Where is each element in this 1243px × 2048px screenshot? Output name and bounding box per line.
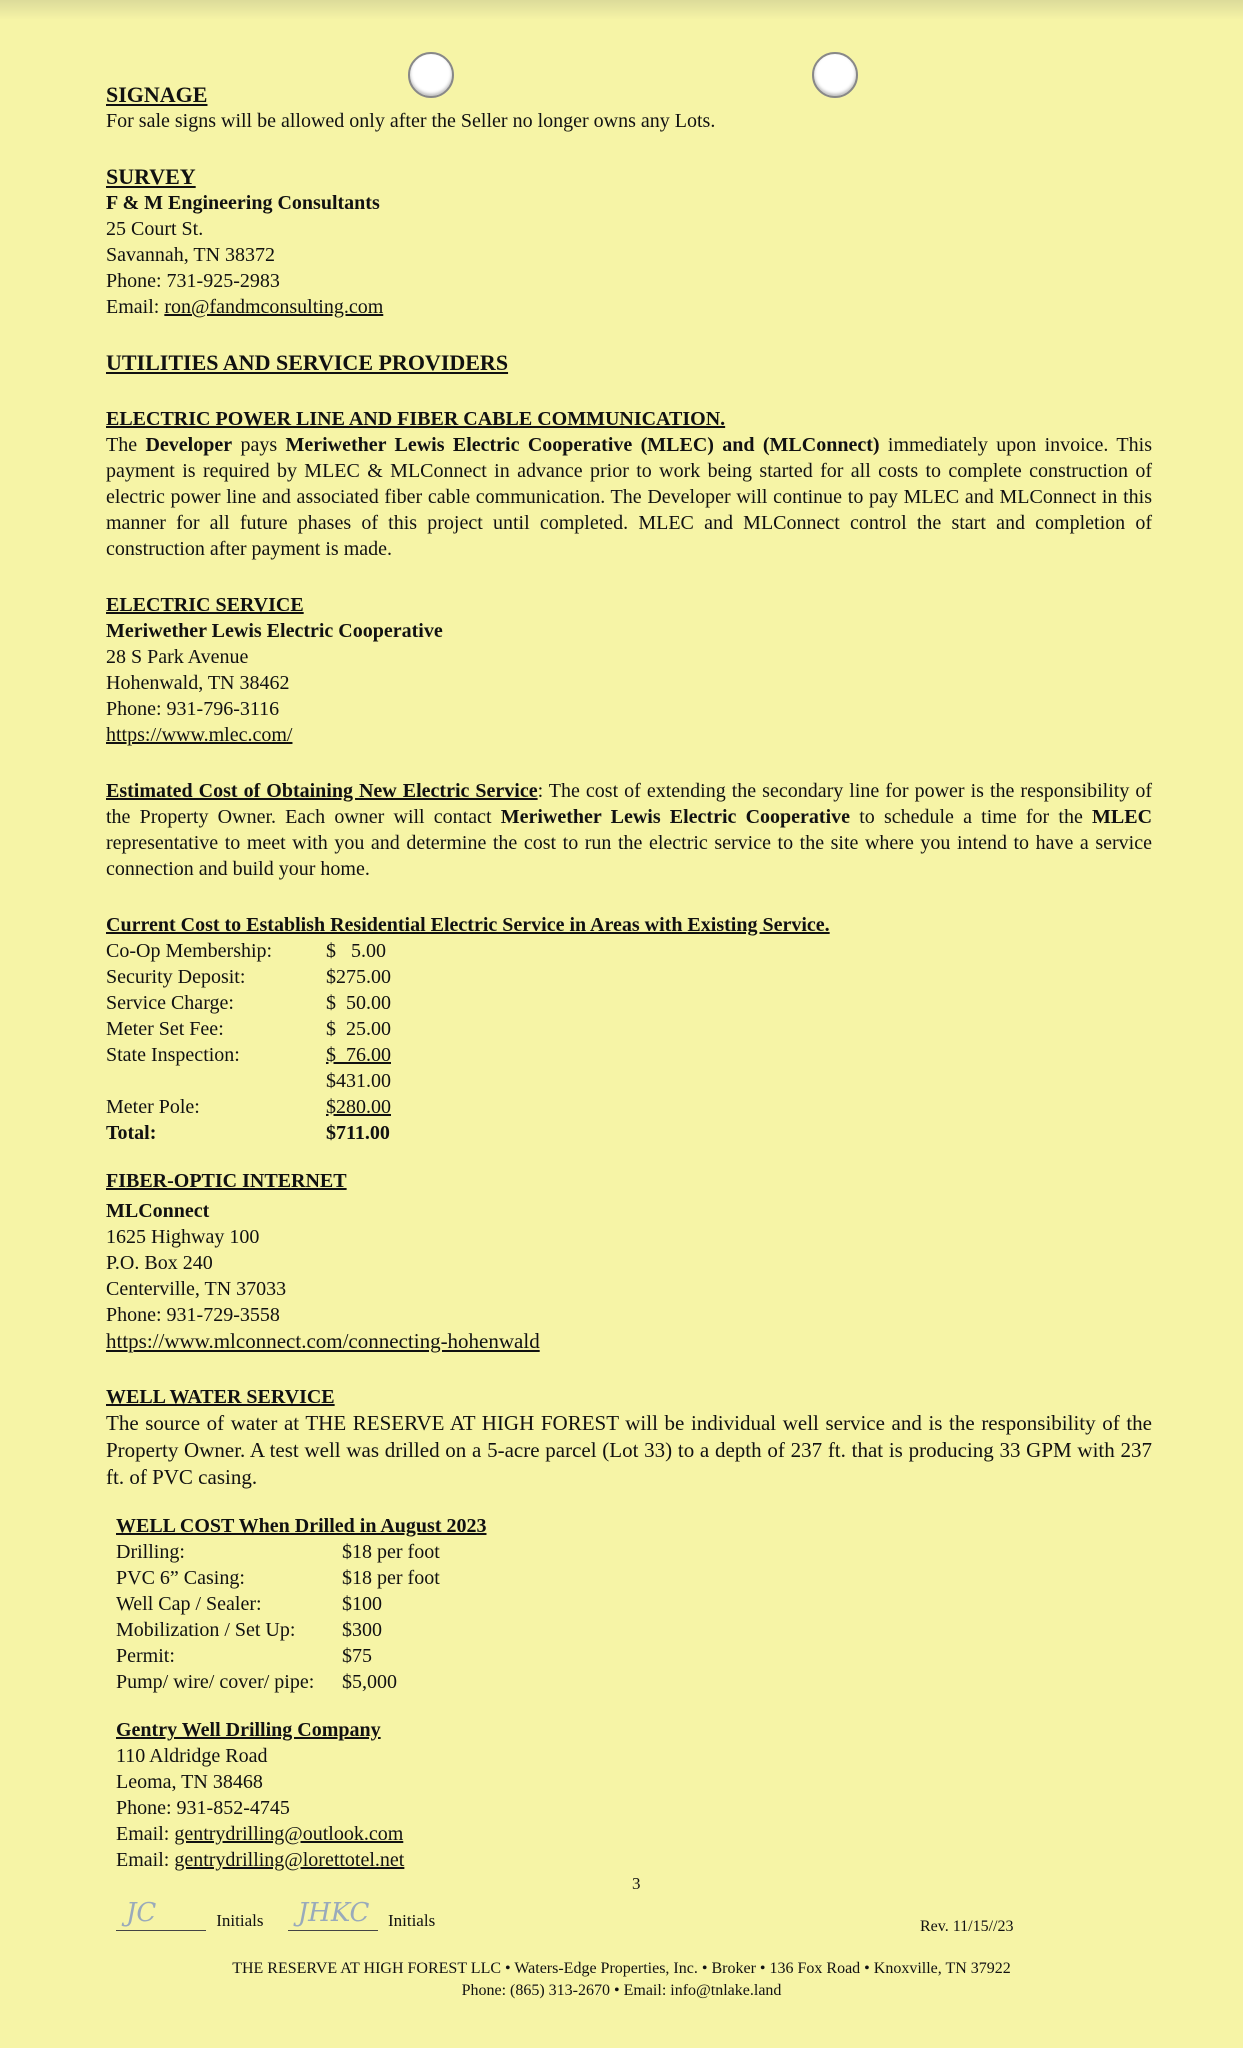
cost-row: $431.00 [326, 1070, 391, 1092]
gentry-email1-link[interactable]: gentrydrilling@outlook.com [174, 1823, 404, 1845]
gentry-address2: Leoma, TN 38468 [116, 1771, 263, 1793]
fiber-address2: P.O. Box 240 [106, 1252, 213, 1274]
well-cost-table [116, 1539, 1152, 1695]
survey-email-link[interactable]: ron@fandmconsulting.com [164, 296, 384, 318]
current-cost-heading: Current Cost to Establish Residential Electric Service in Areas with Existing Service. [106, 914, 830, 936]
gentry-phone: Phone: 931-852-4745 [116, 1797, 290, 1819]
electric-service-heading: ELECTRIC SERVICE [106, 594, 304, 616]
cost-row: Co-Op Membership: $ 5.00 [106, 940, 386, 962]
footer-line-1: THE RESERVE AT HIGH FOREST LLC • Waters-Edge Properties, Inc. • Broker • 136 Fox Road • Knoxville, TN 37922 [232, 1960, 1011, 1977]
electric-service-address1: 28 S Park Avenue [106, 646, 249, 668]
survey-address1: 25 Court St. [106, 218, 204, 240]
revision-date: Rev. 11/15//23 [920, 1918, 1014, 1935]
utilities-heading: UTILITIES AND SERVICE PROVIDERS [106, 350, 509, 375]
electric-service-address2: Hohenwald, TN 38462 [106, 672, 290, 694]
well-water-paragraph: The source of water at THE RESERVE AT HIGH FOREST will be individual well service and is the responsibility of the Property Owner. A test well was drilled on a 5-acre parcel (Lot 33) to a depth of 237 ft. that is producing 33 GPM with 237 ft. of PVC casing. [106, 1411, 1152, 1489]
cost-row: Service Charge: $ 50.00 [106, 992, 391, 1014]
survey-email-line [106, 294, 1152, 320]
power-line-heading: ELECTRIC POWER LINE AND FIBER CABLE COMMUNICATION. [106, 408, 726, 430]
gentry-email1-line: Email: gentrydrilling@outlook.com [116, 1823, 404, 1845]
cost-row: Meter Pole: $280.00 [106, 1096, 391, 1118]
well-cost-row: Permit: $75 [116, 1645, 372, 1667]
cost-row: State Inspection: $ 76.00 [106, 1044, 391, 1066]
cost-total-row: Total: $711.00 [106, 1122, 390, 1144]
initials-label-1: Initials [216, 1911, 264, 1930]
electric-service-company: Meriwether Lewis Electric Cooperative [106, 620, 443, 642]
fiber-address1: 1625 Highway 100 [106, 1226, 260, 1248]
signage-text: For sale signs will be allowed only after the Seller no longer owns any Lots. [106, 110, 716, 132]
cost-row: Security Deposit: $275.00 [106, 966, 391, 988]
well-water-heading: WELL WATER SERVICE [106, 1386, 335, 1408]
estimated-cost-paragraph: Estimated Cost of Obtaining New Electric Service: The cost of extending the secondary line for power is the responsibility of the Property Owner. Each owner will contact Meriwether Lewis Electric Cooperative to schedule a time for the MLEC representative to meet with you and determine the cost to run the electric service to the site where you intend to have a service connection and build your home. [106, 780, 1153, 880]
survey-heading: SURVEY [106, 164, 196, 189]
well-cost-row: Mobilization / Set Up: $300 [116, 1619, 382, 1641]
well-cost-row: Drilling: $18 per foot [116, 1541, 440, 1563]
initial-mark-1: JC [116, 1908, 206, 1931]
fiber-phone: Phone: 931-729-3558 [106, 1304, 280, 1326]
power-line-paragraph: The Developer pays Meriwether Lewis Electric Cooperative (MLEC) and (MLConnect) immediately upon invoice. This payment is required by MLEC & MLConnect in advance prior to work being started for all costs to complete construction of electric power line and associated fiber cable communication. The Developer will continue to pay MLEC and MLConnect in this manner for all future phases of this project until completed. MLEC and MLConnect control the start and completion of construction after payment is made. [106, 434, 1152, 560]
gentry-address1: 110 Aldridge Road [116, 1745, 268, 1767]
well-cost-row: PVC 6” Casing: $18 per foot [116, 1567, 440, 1589]
survey-email-label: Email: [106, 296, 165, 318]
fiber-link[interactable]: https://www.mlconnect.com/connecting-hohenwald [106, 1329, 540, 1353]
document-page [106, 82, 1152, 1873]
survey-company: F & M Engineering Consultants [106, 192, 380, 214]
estimated-cost-label: Estimated Cost of Obtaining New Electric Service [106, 780, 538, 802]
well-cost-row: Well Cap / Sealer: $100 [116, 1593, 382, 1615]
gentry-heading: Gentry Well Drilling Company [116, 1719, 381, 1741]
fiber-heading: FIBER-OPTIC INTERNET [106, 1170, 347, 1192]
electric-service-phone: Phone: 931-796-3116 [106, 698, 280, 720]
survey-phone: Phone: 731-925-2983 [106, 270, 280, 292]
well-cost-row: Pump/ wire/ cover/ pipe: $5,000 [116, 1671, 397, 1693]
fiber-address3: Centerville, TN 37033 [106, 1278, 287, 1300]
survey-address2: Savannah, TN 38372 [106, 244, 276, 266]
paper-top-edge [0, 0, 1243, 20]
cost-row: Meter Set Fee: $ 25.00 [106, 1018, 391, 1040]
initial-mark-2: JHKC [288, 1908, 378, 1931]
initials-label-2: Initials [387, 1911, 436, 1930]
well-cost-heading: WELL COST When Drilled in August 2023 [116, 1515, 487, 1537]
page-number: 3 [632, 1874, 641, 1893]
fiber-company: MLConnect [106, 1200, 210, 1222]
gentry-email2-link[interactable]: gentrydrilling@lorettotel.net [174, 1849, 405, 1871]
electric-service-link[interactable]: https://www.mlec.com/ [106, 724, 293, 746]
footer-line-2: Phone: (865) 313-2670 • Email: info@tnlake.land [461, 1982, 782, 1999]
signage-heading: SIGNAGE [106, 82, 208, 107]
current-cost-table [106, 938, 1152, 1146]
gentry-email2-line: Email: gentrydrilling@lorettotel.net [116, 1849, 405, 1871]
